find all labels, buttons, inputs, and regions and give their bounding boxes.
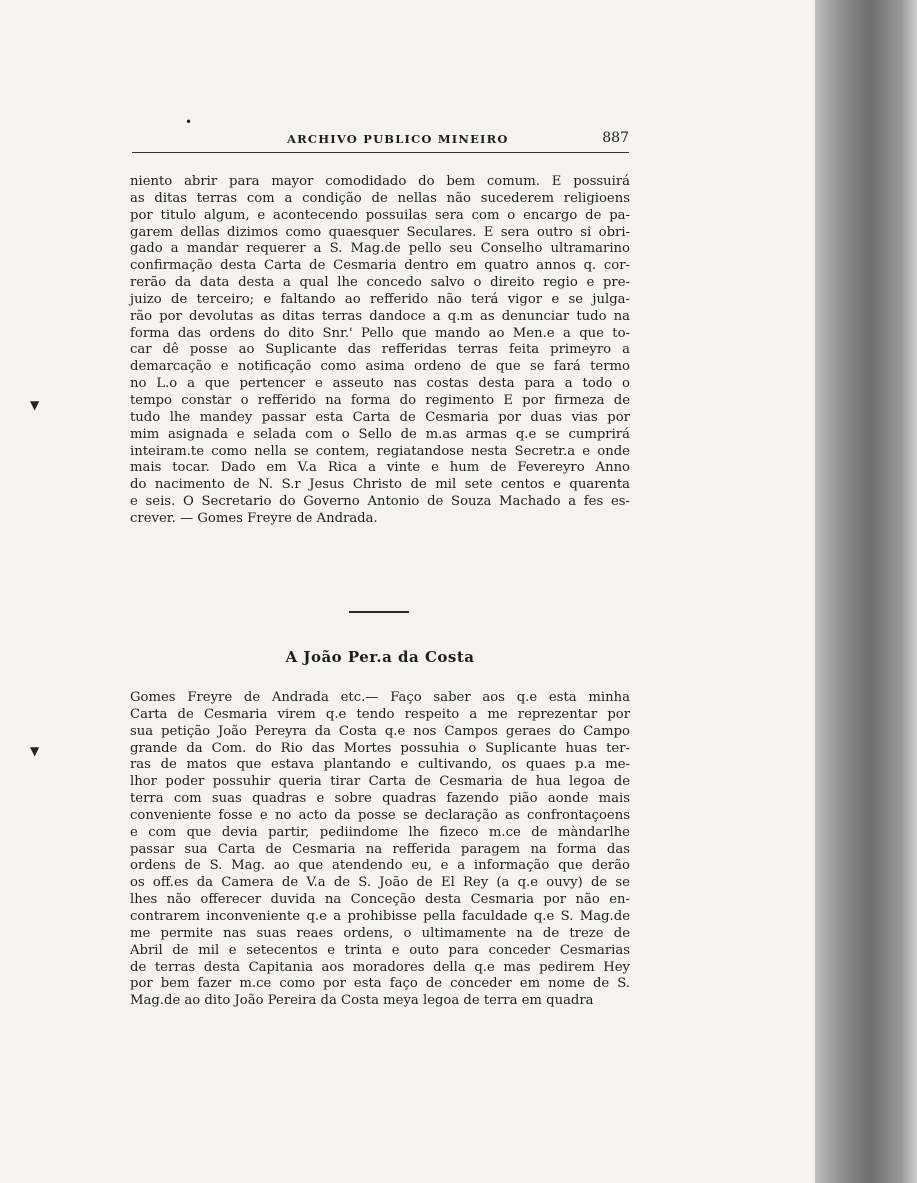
- text-line: grande da Com. do Rio das Mortes possuhia o Suplicante huas ter-: [130, 740, 630, 756]
- text-line: no L.o a que pertencer e asseuto nas costas desta para a todo o: [130, 376, 630, 392]
- text-line: Abril de mil e setecentos e trinta e outo para conceder Cesmarias: [130, 942, 630, 958]
- text-line: Gomes Freyre de Andrada etc.— Faço saber aos q.e esta minha: [130, 690, 630, 705]
- text-line: contrarem inconveniente q.e a prohibisse pella faculdade q.e S. Mag.de: [130, 908, 630, 924]
- stray-dot: •: [185, 115, 193, 129]
- text-line: demarcação e notificação como asima ordeno de que se fará termo: [130, 359, 630, 375]
- text-line: mim asignada e selada com o Sello de m.as armas q.e se cumprirá: [130, 426, 630, 442]
- text-line: terra com suas quadras e sobre quadras fazendo pião aonde mais: [130, 791, 630, 807]
- text-line: confirmação desta Carta de Cesmaria dentro em quatro annos q. cor-: [130, 258, 630, 274]
- text-line: me permite nas suas reaes ordens, o ultimamente na de treze de: [130, 925, 630, 941]
- text-line: de terras desta Capitania aos moradores della q.e mas pedirem Hey: [130, 959, 630, 975]
- text-line: inteiram.te como nella se contem, regiatandose nesta Secretr.a e onde: [130, 443, 630, 459]
- text-line: os off.es da Camera de V.a de S. João de El Rey (a q.e ouvy) de se: [130, 875, 630, 891]
- text-line: ordens de S. Mag. ao que atendendo eu, e a informação que derão: [130, 858, 630, 874]
- text-line: por titulo algum, e acontecendo possuilas sera com o encargo de pa-: [130, 207, 630, 223]
- text-line: e com que devia partir, pediindome lhe fizeco m.ce de màndarlhe: [130, 824, 630, 840]
- text-line: por bem fazer m.ce como por esta faço de conceder em nome de S.: [130, 976, 630, 992]
- text-line: Carta de Cesmaria virem q.e tendo respeito a me reprezentar por: [130, 706, 630, 722]
- text-line: tempo constar o refferido na forma do regimento E por firmeza de: [130, 392, 630, 408]
- page-header: [132, 130, 629, 153]
- text-line: conveniente fosse e no acto da posse se declaração as confrontaçoens: [130, 807, 630, 823]
- page-number: 887: [602, 130, 629, 146]
- text-line: car dê posse ao Suplicante das refferidas terras feita primeyro a: [130, 342, 630, 358]
- section-divider: [349, 611, 409, 613]
- text-line: passar sua Carta de Cesmaria na refferida paragem na forma das: [130, 841, 630, 857]
- text-line: lhor poder possuhir queria tirar Carta de Cesmaria de hua legoa de: [130, 774, 630, 790]
- text-line: ras de matos que estava plantando e cultivando, os quaes p.a me-: [130, 757, 630, 773]
- text-line: lhes não offerecer duvida na Conceção desta Cesmaria por não en-: [130, 892, 630, 908]
- text-line: sua petição João Pereyra da Costa q.e nos Campos geraes do Campo: [130, 723, 630, 739]
- text-line: juizo de terceiro; e faltando ao refferido não terá vigor e se julga-: [130, 291, 630, 307]
- text-line: do nacimento de N. S.r Jesus Christo de mil sete centos e quarenta: [130, 477, 630, 493]
- text-line: forma das ordens do dito Snr.' Pello que mando ao Men.e a que to-: [130, 325, 630, 341]
- margin-arrow-icon: ▼: [30, 398, 40, 412]
- text-line: rão por devolutas as ditas terras dandoce a q.m as denunciar tudo na: [130, 308, 630, 324]
- paragraph-carta-cesmaria-end: [130, 174, 630, 528]
- text-line: crever. — Gomes Freyre de Andrada.: [130, 510, 378, 526]
- text-line: mais tocar. Dado em V.a Rica a vinte e hum de Fevereyro Anno: [130, 460, 630, 476]
- text-line: as ditas terras com a condição de nellas não sucederem religioens: [130, 190, 630, 206]
- text-line: gado a mandar requerer a S. Mag.de pello seu Conselho ultramarino: [130, 241, 630, 257]
- text-line: e seis. O Secretario do Governo Antonio de Souza Machado a fes es-: [130, 494, 630, 510]
- text-line: garem dellas dizimos como quaesquer Seculares. E sera outro si obri-: [130, 224, 630, 240]
- text-line: niento abrir para mayor comodidado do bem comum. E possuirá: [130, 174, 630, 189]
- paragraph-joao-pereira-da-costa: [130, 690, 630, 1010]
- book-page-edge: [815, 0, 917, 1183]
- running-title: ARCHIVO PUBLICO MINEIRO: [287, 132, 509, 146]
- margin-arrow-icon: ▼: [30, 744, 40, 758]
- text-line: Mag.de ao dito João Pereira da Costa meya legoa de terra em quadra: [130, 993, 594, 1009]
- text-line: rerão da data desta a qual lhe concedo salvo o direito regio e pre-: [130, 275, 630, 291]
- text-line: tudo lhe mandey passar esta Carta de Cesmaria por duas vias por: [130, 409, 630, 425]
- section-title: A João Per.a da Costa: [285, 648, 475, 666]
